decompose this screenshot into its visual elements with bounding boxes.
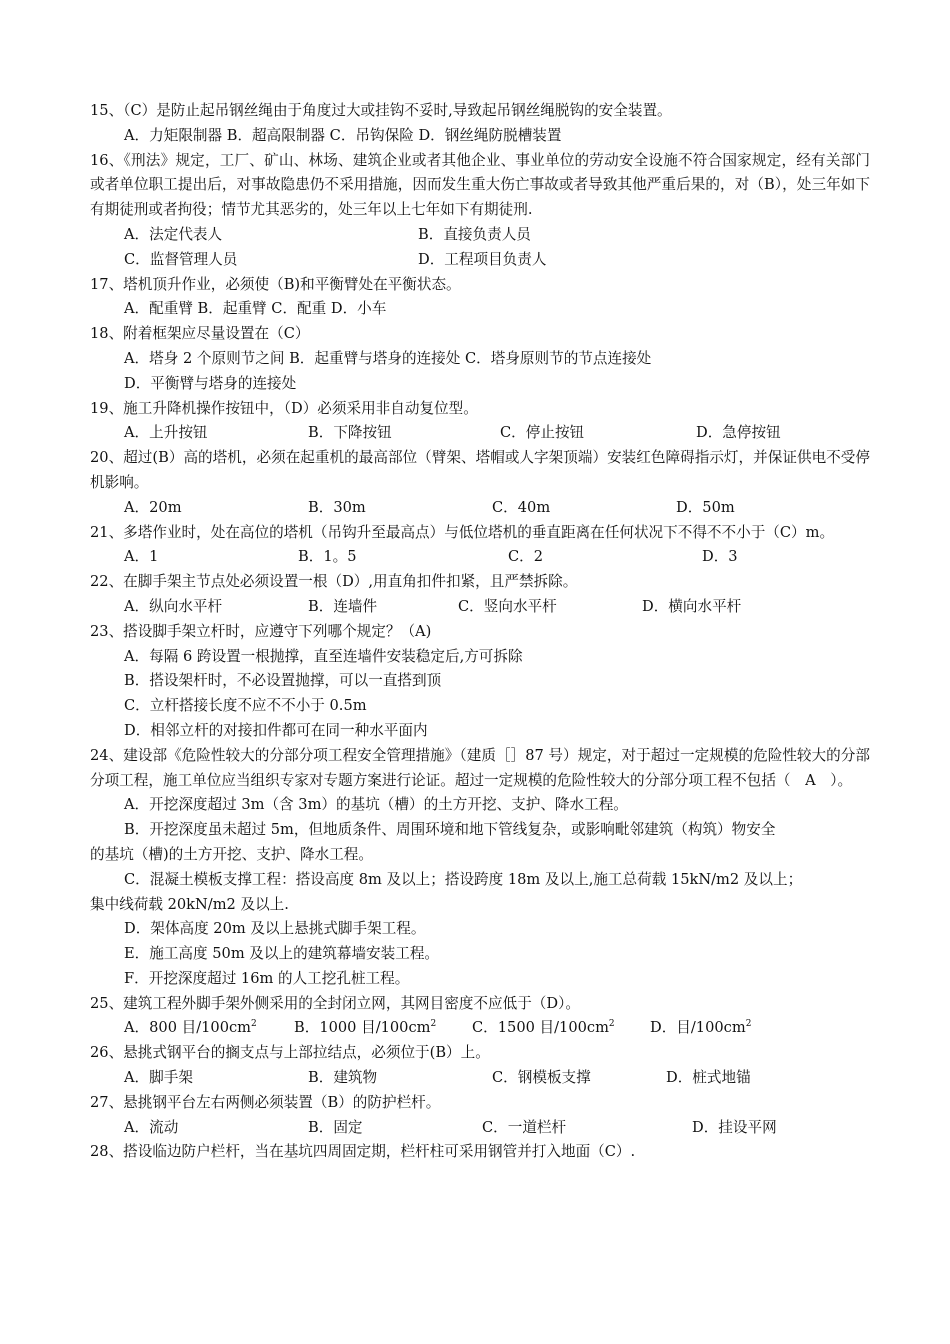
question-26-option-d: D．桩式地锚 <box>666 1069 751 1087</box>
question-16-stem: 16、《刑法》规定，工厂、矿山、林场、建筑企业或者其他企业、事业单位的劳动安全设施不符合国家规定，经有关部门或者单位职工提出后，对事故隐患仍不采用措施，因而发生重大伤亡事故或者导致其他严重后果的，对（B），处三年如下有期徒刑或者拘役；情节尤其恶劣的，处三年以上七年如下有期徒刑. <box>90 151 870 219</box>
question-27-stem: 27、悬挑钢平台左右两侧必须装置（B）的防护栏杆。 <box>90 1093 441 1111</box>
question-22-options <box>90 595 870 620</box>
question-25-stem: 25、建筑工程外脚手架外侧采用的全封闭立网，其网目密度不应低于（D）。 <box>90 994 580 1012</box>
question-21-option-a: A．1 <box>124 548 159 566</box>
question-23-option-c: C．立杆搭接长度不应不不小于 0.5m <box>124 697 367 715</box>
question-25-options <box>90 1016 870 1041</box>
question-15-options: A．力矩限制器 B．超高限制器 C．吊钩保险 D．钢丝绳防脱槽装置 <box>124 126 562 144</box>
question-23-option-a: A．每隔 6 跨设置一根抛撑，直至连墙件安装稳定后,方可拆除 <box>124 647 523 665</box>
question-21-stem: 21、多塔作业时，处在高位的塔机（吊钩升至最高点）与低位塔机的垂直距离在任何状况下不得不不小于（C）m。 <box>90 523 835 541</box>
question-16-options-row-2 <box>90 248 870 273</box>
question-16-options-row-1 <box>90 223 870 248</box>
question-21-option-b: B．1。5 <box>298 548 357 566</box>
question-25-option-c-wrap <box>472 1016 650 1041</box>
question-27-option-c: C．一道栏杆 <box>482 1118 567 1136</box>
question-26-stem: 26、悬挑式钢平台的搁支点与上部拉结点，必须位于(B）上。 <box>90 1044 490 1062</box>
question-20-option-b: B．30m <box>308 498 366 516</box>
question-24-option-c-line-2: 集中线荷载 20kN/m2 及以上. <box>90 895 289 913</box>
question-25-option-d: D．目/100cm <box>650 1019 746 1037</box>
question-16-option-a: A．法定代表人 <box>124 225 223 243</box>
question-23-stem: 23、搭设脚手架立杆时，应遵守下列哪个规定？（A) <box>90 622 432 640</box>
question-21-options <box>90 545 870 570</box>
question-20-stem: 20、超过(B）高的塔机，必须在起重机的最高部位（臂架、塔帽或人字架顶端）安装红色障碍指示灯，并保证供电不受停机影响。 <box>90 449 870 491</box>
question-25-option-b: B．1000 目/100cm <box>294 1019 431 1037</box>
question-20-options <box>90 496 870 521</box>
question-27-option-d: D．挂设平网 <box>692 1118 777 1136</box>
question-16-option-b: B．直接负责人员 <box>418 225 531 243</box>
question-18-options-line-1: A．塔身 2 个原则节之间 B．起重臂与塔身的连接处 C．塔身原则节的节点连接处 <box>124 349 652 367</box>
question-22-option-b: B．连墙件 <box>308 597 378 615</box>
question-16-option-c: C．监督管理人员 <box>124 250 238 268</box>
question-27-options <box>90 1116 870 1141</box>
question-19-option-d: D．急停按钮 <box>696 424 781 442</box>
question-25-option-a-sup: 2 <box>251 1019 257 1030</box>
question-19-stem: 19、施工升降机操作按钮中，（D）必须采用非自动复位型。 <box>90 399 478 417</box>
question-19-option-b: B．下降按钮 <box>308 424 392 442</box>
question-22-option-a: A．纵向水平杆 <box>124 597 223 615</box>
question-24-option-a: A．开挖深度超过 3m（含 3m）的基坑（槽）的土方开挖、支护、降水工程。 <box>124 796 628 814</box>
question-25-option-a-wrap <box>124 1016 294 1041</box>
question-21-option-d: D．3 <box>702 548 738 566</box>
question-24-option-c-line-1: C．混凝土模板支撑工程：搭设高度 8m 及以上；搭设跨度 18m 及以上,施工总荷载 15kN/m2 及以上； <box>124 870 803 888</box>
question-28-stem: 28、搭设临边防户栏杆，当在基坑四周固定期，栏杆柱可采用钢管并打入地面（C）. <box>90 1143 636 1161</box>
question-18-options-line-2: D．平衡臂与塔身的连接处 <box>124 374 297 392</box>
question-22-option-d: D．横向水平杆 <box>642 597 742 615</box>
question-19-option-c: C．停止按钮 <box>500 424 585 442</box>
question-17-options: A．配重臂 B．起重臂 C．配重 D．小车 <box>124 300 387 318</box>
question-25-option-c: C．1500 目/100cm <box>472 1019 609 1037</box>
question-24-option-b-line-1: B．开挖深度虽未超过 5m，但地质条件、周围环境和地下管线复杂，或影响毗邻建筑（构筑）物安全 <box>124 821 776 839</box>
question-23-option-d: D．相邻立杆的对接扣件都可在同一种水平面内 <box>124 721 428 739</box>
question-27-option-b: B．固定 <box>308 1118 363 1136</box>
question-24-option-d: D．架体高度 20m 及以上悬挑式脚手架工程。 <box>124 920 426 938</box>
question-26-option-c: C．钢模板支撑 <box>492 1069 591 1087</box>
question-25-option-a: A．800 目/100cm <box>124 1019 252 1037</box>
question-24-option-f: F．开挖深度超过 16m 的人工挖孔桩工程。 <box>124 969 410 987</box>
question-27-option-a: A．流动 <box>124 1118 179 1136</box>
question-24-option-b-line-2: 的基坑（槽)的土方开挖、支护、降水工程。 <box>90 845 373 863</box>
question-20-option-c: C．40m <box>492 498 551 516</box>
question-17-stem: 17、塔机顶升作业，必须使（B)和平衡臂处在平衡状态。 <box>90 275 461 293</box>
question-15-stem: 15、（C）是防止起吊钢丝绳由于角度过大或挂钩不妥时,导致起吊钢丝绳脱钩的安全装置。 <box>90 102 672 119</box>
question-23-option-b: B．搭设架杆时，不必设置抛撑，可以一直搭到顶 <box>124 672 442 690</box>
question-26-option-b: B．建筑物 <box>308 1069 378 1087</box>
question-16-option-d: D．工程项目负责人 <box>418 250 547 268</box>
question-24-stem: 24、建设部《危险性较大的分部分项工程安全管理措施》（建质［］87 号）规定，对于超过一定规模的危险性较大的分部分项工程，施工单位应当组织专家对专题方案进行论证。超过一定规模的危险性较大的分部分项工程不包括（ A ）。 <box>90 746 870 789</box>
question-25-option-b-wrap <box>294 1016 472 1041</box>
question-25-option-d-wrap <box>650 1016 751 1041</box>
question-20-option-d: D．50m <box>676 498 735 516</box>
question-26-option-a: A．脚手架 <box>124 1069 193 1087</box>
question-25-option-c-sup: 2 <box>608 1019 615 1030</box>
question-22-stem: 22、在脚手架主节点处必须设置一根（D）,用直角扣件扣紧，且严禁拆除。 <box>90 573 578 591</box>
question-18-stem: 18、附着框架应尽量设置在（C） <box>90 325 310 343</box>
question-24-option-e: E．施工高度 50m 及以上的建筑幕墙安装工程。 <box>124 945 440 963</box>
question-25-option-b-sup: 2 <box>430 1019 437 1030</box>
question-19-option-a: A．上升按钮 <box>124 424 208 442</box>
question-19-options <box>90 421 870 446</box>
question-25-option-d-sup: 2 <box>745 1019 752 1030</box>
question-26-options <box>90 1066 870 1091</box>
question-21-option-c: C．2 <box>508 548 544 566</box>
question-20-option-a: A．20m <box>124 498 182 516</box>
question-22-option-c: C．竖向水平杆 <box>458 597 557 615</box>
